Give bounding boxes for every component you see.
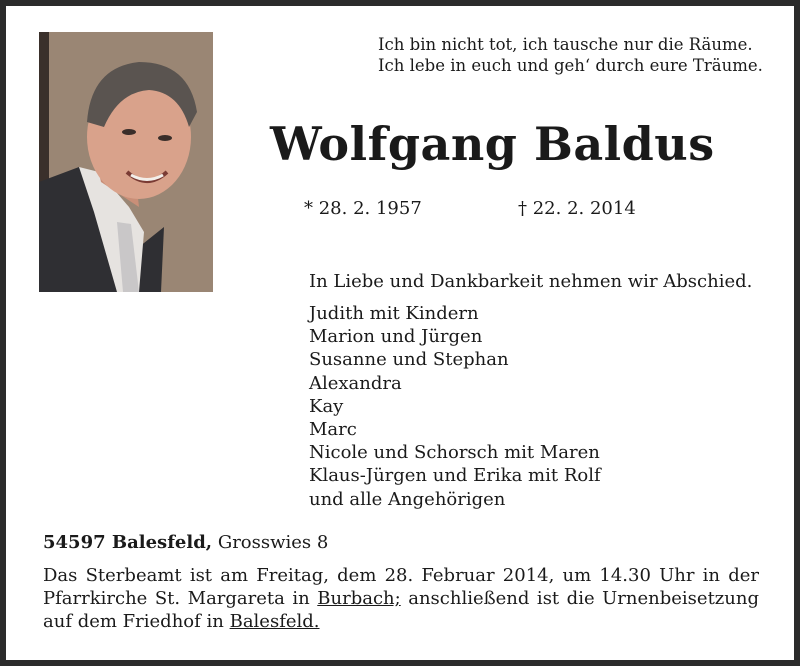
mourners-list (309, 302, 601, 511)
notice-text-2: anschließend ist die Urnenbeisetzung auf dem Friedhof in (43, 588, 759, 632)
birth-date: * 28. 2. 1957 (304, 198, 422, 219)
funeral-notice (43, 564, 759, 633)
notice-place-burbach: Burbach; (317, 588, 401, 609)
mourner-item: Nicole und Schorsch mit Maren (309, 442, 600, 464)
deceased-name: Wolfgang Baldus (270, 117, 715, 171)
mourner-item: und alle Angehörigen (309, 488, 506, 510)
notice-place-balesfeld: Balesfeld. (229, 611, 320, 632)
mourner-item: Alexandra (309, 372, 402, 394)
motto-verse (378, 34, 763, 76)
mourner-item: Kay (309, 395, 344, 417)
mourner-item: Susanne und Stephan (309, 349, 509, 371)
notice-text-1: Das Sterbeamt ist am Freitag, dem 28. Februar 2014, um 14.30 Uhr in der Pfarrkirche St. Margareta in (43, 565, 759, 609)
mourner-item: Marc (309, 419, 357, 441)
family-address (43, 532, 328, 553)
death-date: † 22. 2. 2014 (518, 198, 636, 219)
address-city: 54597 Balesfeld, (43, 532, 213, 553)
mourner-item: Marion und Jürgen (309, 326, 483, 348)
portrait-photo (39, 32, 213, 292)
farewell-intro: In Liebe und Dankbarkeit nehmen wir Abschied. (309, 271, 753, 292)
mourner-item: Judith mit Kindern (309, 303, 479, 324)
motto-line-1: Ich bin nicht tot, ich tausche nur die Räume. (378, 35, 753, 54)
motto-line-2: Ich lebe in euch und geh‘ durch eure Träume. (378, 56, 763, 75)
mourner-item: Klaus-Jürgen und Erika mit Rolf (309, 465, 601, 487)
address-street: Grosswies 8 (217, 532, 329, 553)
portrait-image (39, 32, 213, 292)
